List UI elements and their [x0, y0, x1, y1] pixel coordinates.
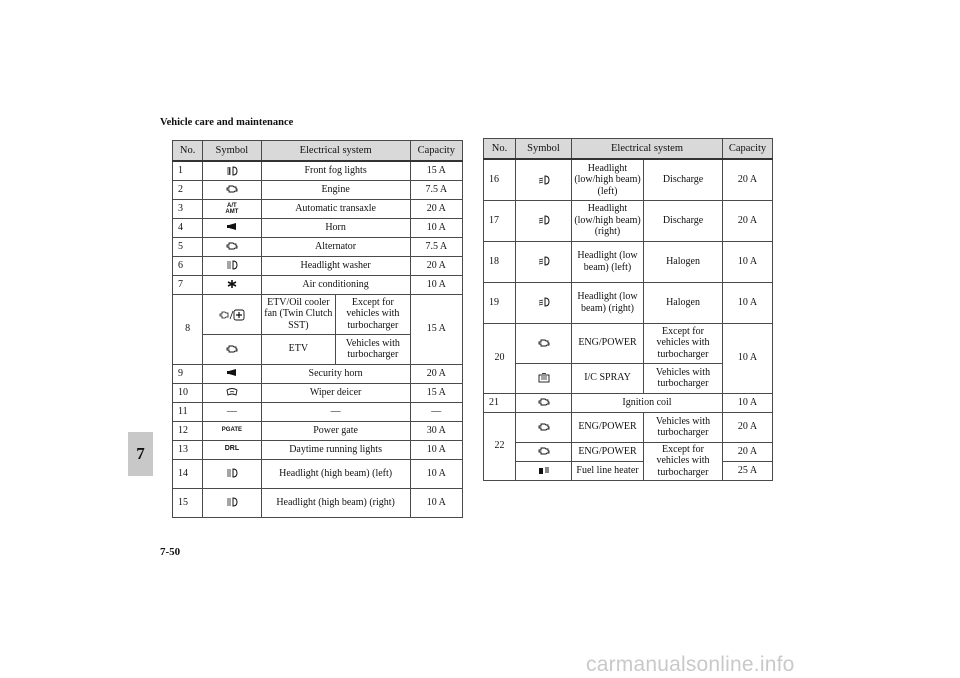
capacity-value: 10 A: [723, 241, 773, 282]
page-header-title: Vehicle care and maintenance: [160, 117, 294, 128]
fuse-number: 21: [484, 393, 516, 412]
electrical-system: Ignition coil: [572, 393, 723, 412]
lamp-type: Discharge: [644, 159, 723, 200]
table-row: [173, 237, 463, 256]
headlight-washer-icon: [225, 260, 239, 270]
col-header-capacity: Capacity: [410, 141, 462, 162]
capacity-value: 20 A: [410, 364, 462, 383]
low-beam-icon: [537, 175, 551, 185]
capacity-value: —: [410, 402, 462, 421]
lamp-type: Halogen: [644, 282, 723, 323]
electrical-system: ETV: [261, 334, 336, 364]
col-header-symbol: Symbol: [516, 139, 572, 160]
electrical-system: Automatic transaxle: [261, 199, 410, 218]
fuse-number: 13: [173, 440, 203, 459]
lamp-type: Discharge: [644, 200, 723, 241]
fuse-number: 16: [484, 159, 516, 200]
capacity-value: 10 A: [410, 275, 462, 294]
condition-note: Except for vehicles with turbocharger: [336, 294, 411, 334]
table-row: [173, 180, 463, 199]
symbol-dash: —: [203, 402, 261, 421]
ignition-coil-icon: [537, 397, 551, 407]
table-row: [484, 412, 773, 442]
power-gate-icon: PGATE: [221, 427, 243, 434]
security-horn-icon: [225, 368, 239, 378]
high-beam-icon: [225, 497, 239, 507]
table-row: [173, 199, 463, 218]
low-beam-icon: [537, 297, 551, 307]
fuse-number: 2: [173, 180, 203, 199]
fuse-number: 7: [173, 275, 203, 294]
table-row: [484, 282, 773, 323]
fuse-number: 15: [173, 488, 203, 517]
page-number: 7-50: [160, 546, 181, 558]
capacity-value: 20 A: [723, 200, 773, 241]
fuse-number: 8: [173, 294, 203, 364]
capacity-value: 30 A: [410, 421, 462, 440]
etv-icon: [225, 344, 239, 354]
electrical-system: Engine: [261, 180, 410, 199]
condition-note: Except for vehicles with turbocharger: [644, 323, 723, 363]
table-row: [173, 294, 463, 334]
fuse-number: 18: [484, 241, 516, 282]
col-header-system: Electrical system: [261, 141, 410, 162]
capacity-value: 10 A: [410, 488, 462, 517]
electrical-system: Fuel line heater: [572, 461, 644, 480]
fuse-number: 19: [484, 282, 516, 323]
capacity-value: 20 A: [723, 412, 773, 442]
air-conditioning-icon: [225, 279, 239, 289]
electrical-system: Headlight washer: [261, 256, 410, 275]
capacity-value: 10 A: [410, 440, 462, 459]
low-beam-icon: [537, 215, 551, 225]
col-header-capacity: Capacity: [723, 139, 773, 160]
horn-icon: [225, 222, 239, 232]
electrical-system: ENG/POWER: [572, 442, 644, 461]
capacity-value: 10 A: [723, 393, 773, 412]
table-row: [484, 200, 773, 241]
electrical-system: Alternator: [261, 237, 410, 256]
capacity-value: 10 A: [723, 282, 773, 323]
condition-note: Vehicles with turbocharger: [336, 334, 411, 364]
eng-power-icon: [537, 446, 551, 456]
eng-power-icon: [537, 338, 551, 348]
table-row: [173, 402, 463, 421]
etv-oil-cooler-icon: [219, 309, 245, 319]
electrical-system: ENG/POWER: [572, 323, 644, 363]
table-row: [173, 275, 463, 294]
electrical-system: Headlight (high beam) (right): [261, 488, 410, 517]
table-row: [173, 421, 463, 440]
electrical-system: —: [261, 402, 410, 421]
table-row: [484, 393, 773, 412]
electrical-system: Headlight (low/high beam) (right): [572, 200, 644, 241]
electrical-system: Wiper deicer: [261, 383, 410, 402]
fuse-table-right: [483, 138, 773, 481]
fog-light-icon: [225, 166, 239, 176]
fuse-number: 4: [173, 218, 203, 237]
capacity-value: 10 A: [410, 459, 462, 488]
electrical-system: Headlight (low beam) (left): [572, 241, 644, 282]
electrical-system: I/C SPRAY: [572, 363, 644, 393]
table-row: [173, 256, 463, 275]
engine-icon: [225, 184, 239, 194]
capacity-value: 20 A: [410, 199, 462, 218]
capacity-value: 15 A: [410, 161, 462, 180]
col-header-no: No.: [173, 141, 203, 162]
fuse-number: 1: [173, 161, 203, 180]
capacity-value: 10 A: [723, 323, 773, 393]
capacity-value: 20 A: [410, 256, 462, 275]
table-row: [173, 459, 463, 488]
electrical-system: ENG/POWER: [572, 412, 644, 442]
fuel-line-heater-icon: [537, 465, 551, 475]
low-beam-icon: [537, 256, 551, 266]
chapter-tab: 7: [128, 432, 153, 476]
electrical-system: Security horn: [261, 364, 410, 383]
electrical-system: Front fog lights: [261, 161, 410, 180]
fuse-number: 14: [173, 459, 203, 488]
col-header-system: Electrical system: [572, 139, 723, 160]
table-row: [484, 241, 773, 282]
electrical-system: Daytime running lights: [261, 440, 410, 459]
watermark: carmanualsonline.info: [586, 653, 795, 676]
fuse-number: 9: [173, 364, 203, 383]
col-header-no: No.: [484, 139, 516, 160]
electrical-system: Air conditioning: [261, 275, 410, 294]
at-amt-icon: A/T AMT: [225, 202, 239, 215]
condition-note: Vehicles with turbocharger: [644, 363, 723, 393]
capacity-value: 7.5 A: [410, 180, 462, 199]
electrical-system: Headlight (high beam) (left): [261, 459, 410, 488]
table-row: [173, 161, 463, 180]
ic-spray-icon: [537, 373, 551, 383]
capacity-value: 20 A: [723, 442, 773, 461]
drl-icon: DRL: [224, 445, 240, 453]
fuse-number: 5: [173, 237, 203, 256]
fuse-number: 12: [173, 421, 203, 440]
electrical-system: Headlight (low/high beam) (left): [572, 159, 644, 200]
table-row: [484, 461, 773, 480]
high-beam-icon: [225, 468, 239, 478]
capacity-value: 10 A: [410, 218, 462, 237]
electrical-system: ETV/Oil cooler fan (Twin Clutch SST): [261, 294, 336, 334]
condition-note: Except for vehicles with turbocharger: [644, 442, 723, 480]
capacity-value: 20 A: [723, 159, 773, 200]
table-row: [173, 440, 463, 459]
fuse-number: 3: [173, 199, 203, 218]
wiper-deicer-icon: [225, 387, 239, 397]
alternator-icon: [225, 241, 239, 251]
electrical-system: Power gate: [261, 421, 410, 440]
electrical-system: Horn: [261, 218, 410, 237]
electrical-system: Headlight (low beam) (right): [572, 282, 644, 323]
table-row: [173, 218, 463, 237]
lamp-type: Halogen: [644, 241, 723, 282]
col-header-symbol: Symbol: [203, 141, 261, 162]
fuse-number: 22: [484, 412, 516, 480]
table-row: [173, 488, 463, 517]
capacity-value: 15 A: [410, 383, 462, 402]
fuse-table-left: [172, 140, 463, 518]
table-row: [484, 323, 773, 363]
fuse-number: 11: [173, 402, 203, 421]
capacity-value: 25 A: [723, 461, 773, 480]
capacity-value: 7.5 A: [410, 237, 462, 256]
capacity-value: 15 A: [410, 294, 462, 364]
table-row: [484, 442, 773, 461]
condition-note: Vehicles with turbocharger: [644, 412, 723, 442]
eng-power-icon: [537, 422, 551, 432]
table-row: [484, 159, 773, 200]
fuse-number: 20: [484, 323, 516, 393]
table-row: [173, 364, 463, 383]
fuse-number: 6: [173, 256, 203, 275]
fuse-number: 17: [484, 200, 516, 241]
fuse-number: 10: [173, 383, 203, 402]
table-row: [173, 383, 463, 402]
